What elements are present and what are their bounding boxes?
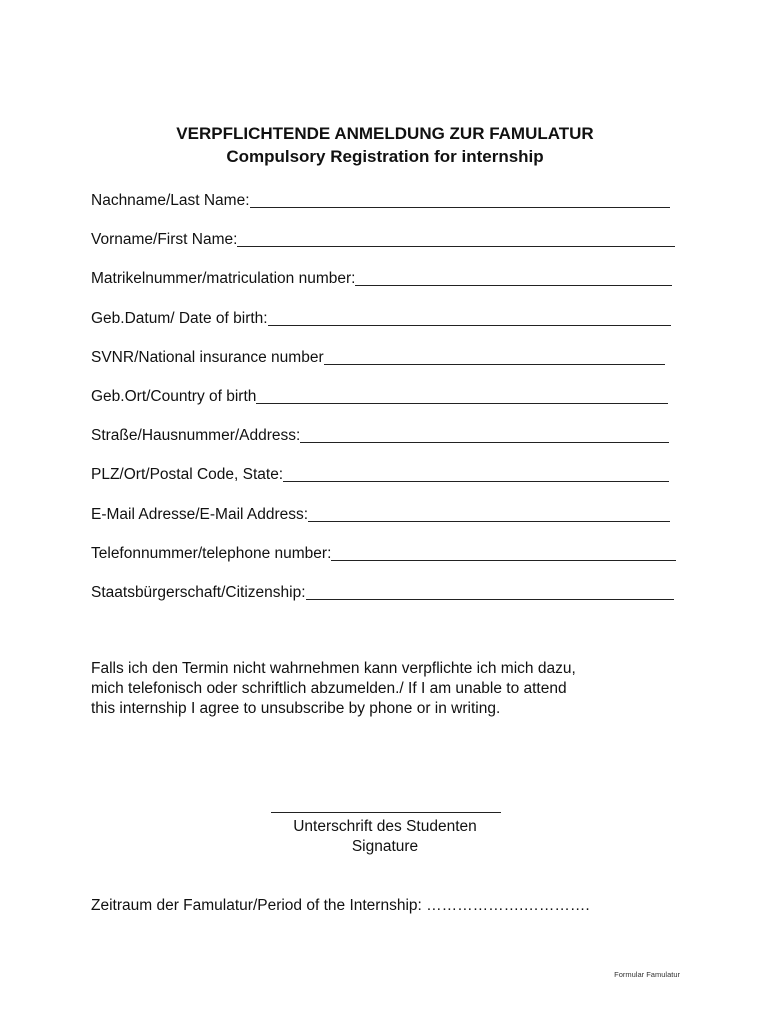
citizenship-label: Staatsbürgerschaft/Citizenship:	[91, 584, 306, 601]
email-blank[interactable]	[308, 520, 670, 522]
telephone-field[interactable]	[91, 544, 676, 564]
date-of-birth-label: Geb.Datum/ Date of birth:	[91, 310, 268, 327]
citizenship-field[interactable]	[91, 583, 674, 603]
signature-label-en: Signature	[351, 838, 419, 855]
date-of-birth-blank[interactable]	[268, 324, 671, 326]
cancellation-notice	[91, 659, 691, 719]
insurance-number-blank[interactable]	[324, 363, 665, 365]
postal-code-field[interactable]	[91, 465, 669, 485]
address-label: Straße/Hausnummer/Address:	[91, 427, 301, 444]
matriculation-number-field[interactable]	[91, 269, 672, 289]
first-name-field[interactable]	[91, 230, 675, 250]
email-label: E-Mail Adresse/E-Mail Address:	[91, 506, 309, 523]
notice-line: mich telefonisch oder schriftlich abzumelden./ If I am unable to attend	[91, 680, 567, 697]
insurance-number-label: SVNR/National insurance number	[91, 349, 324, 366]
first-name-blank[interactable]	[237, 245, 675, 247]
matriculation-number-blank[interactable]	[355, 284, 672, 286]
country-of-birth-field[interactable]	[91, 387, 668, 407]
citizenship-blank[interactable]	[306, 598, 674, 600]
postal-code-blank[interactable]	[283, 480, 669, 482]
postal-code-label: PLZ/Ort/Postal Code, State:	[91, 466, 284, 483]
page-subtitle: Compulsory Registration for internship	[226, 147, 544, 166]
address-blank[interactable]	[300, 441, 669, 443]
insurance-number-field[interactable]	[91, 348, 665, 368]
notice-line: Falls ich den Termin nicht wahrnehmen kann verpflichte ich mich dazu,	[91, 660, 576, 677]
country-of-birth-label: Geb.Ort/Country of birth	[91, 388, 257, 405]
page-title: VERPFLICHTENDE ANMELDUNG ZUR FAMULATUR	[176, 124, 594, 143]
internship-period-field[interactable]: Zeitraum der Famulatur/Period of the Internship: ……………….………….	[91, 897, 590, 914]
last-name-label: Nachname/Last Name:	[91, 192, 250, 209]
signature-line[interactable]	[271, 812, 501, 813]
date-of-birth-field[interactable]	[91, 309, 671, 329]
last-name-field[interactable]	[91, 191, 670, 211]
matriculation-number-label: Matrikelnummer/matriculation number:	[91, 270, 356, 287]
notice-line: this internship I agree to unsubscribe by phone or in writing.	[91, 700, 501, 717]
telephone-label: Telefonnummer/telephone number:	[91, 545, 332, 562]
signature-label-de: Unterschrift des Studenten	[293, 818, 477, 835]
footer-form-name: Formular Famulatur	[614, 970, 680, 979]
email-field[interactable]	[91, 505, 670, 525]
first-name-label: Vorname/First Name:	[91, 231, 238, 248]
address-field[interactable]	[91, 426, 669, 446]
last-name-blank[interactable]	[250, 206, 670, 208]
country-of-birth-blank[interactable]	[256, 402, 668, 404]
telephone-blank[interactable]	[331, 559, 676, 561]
